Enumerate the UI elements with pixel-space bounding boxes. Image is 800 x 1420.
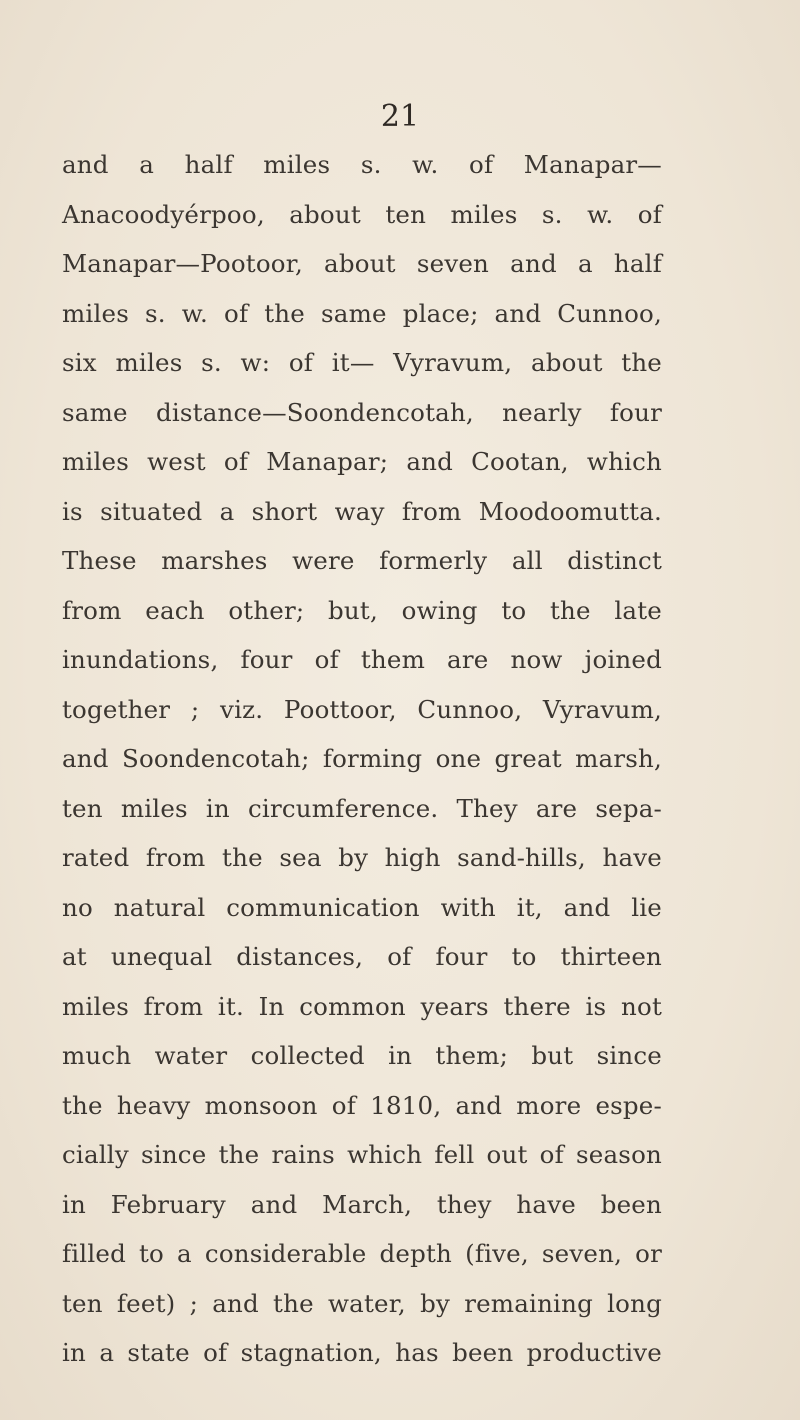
text-line: much water collected in them; but since xyxy=(62,1041,662,1070)
text-line: miles s. w. of the same place; and Cunnoo, xyxy=(62,298,662,328)
text-line: in a state of stagnation, has been productive xyxy=(62,1338,662,1367)
text-line: filled to a considerable depth (five, seven, or xyxy=(62,1239,662,1268)
text-line: inundations, four of them are now joined xyxy=(62,645,662,674)
text-line: These marshes were formerly all distinct xyxy=(62,546,662,575)
text-line: Manapar—Pootoor, about seven and a half xyxy=(62,249,662,278)
text-line: in February and March, they have been xyxy=(62,1189,662,1219)
text-line: ten feet) ; and the water, by remaining long xyxy=(62,1288,662,1318)
body-text xyxy=(62,140,662,1378)
page-number: 21 xyxy=(380,99,420,134)
text-line: at unequal distances, of four to thirteen xyxy=(62,942,662,971)
text-line: miles west of Manapar; and Cootan, which xyxy=(62,447,662,476)
text-line: rated from the sea by high sand-hills, have xyxy=(62,843,662,872)
text-line: from each other; but, owing to the late xyxy=(62,595,662,625)
text-line: no natural communication with it, and lie xyxy=(62,892,662,922)
text-line: the heavy monsoon of 1810, and more espe- xyxy=(62,1090,662,1120)
text-line: cially since the rains which fell out of season xyxy=(62,1140,662,1169)
text-line: miles from it. In common years there is not xyxy=(62,991,662,1021)
text-line: six miles s. w: of it— Vyravum, about the xyxy=(62,348,662,377)
text-line: same distance—Soondencotah, nearly four xyxy=(62,397,662,427)
text-line: and Soondencotah; forming one great marsh, xyxy=(62,744,662,773)
text-line: and a half miles s. w. of Manapar— xyxy=(62,150,662,179)
text-line: Anacoodyérpoo, about ten miles s. w. of xyxy=(62,199,662,229)
text-line: together ; viz. Poottoor, Cunnoo, Vyravum, xyxy=(62,694,662,724)
text-line: ten miles in circumference. They are sepa- xyxy=(62,793,662,823)
text-line: is situated a short way from Moodoomutta. xyxy=(62,496,662,526)
